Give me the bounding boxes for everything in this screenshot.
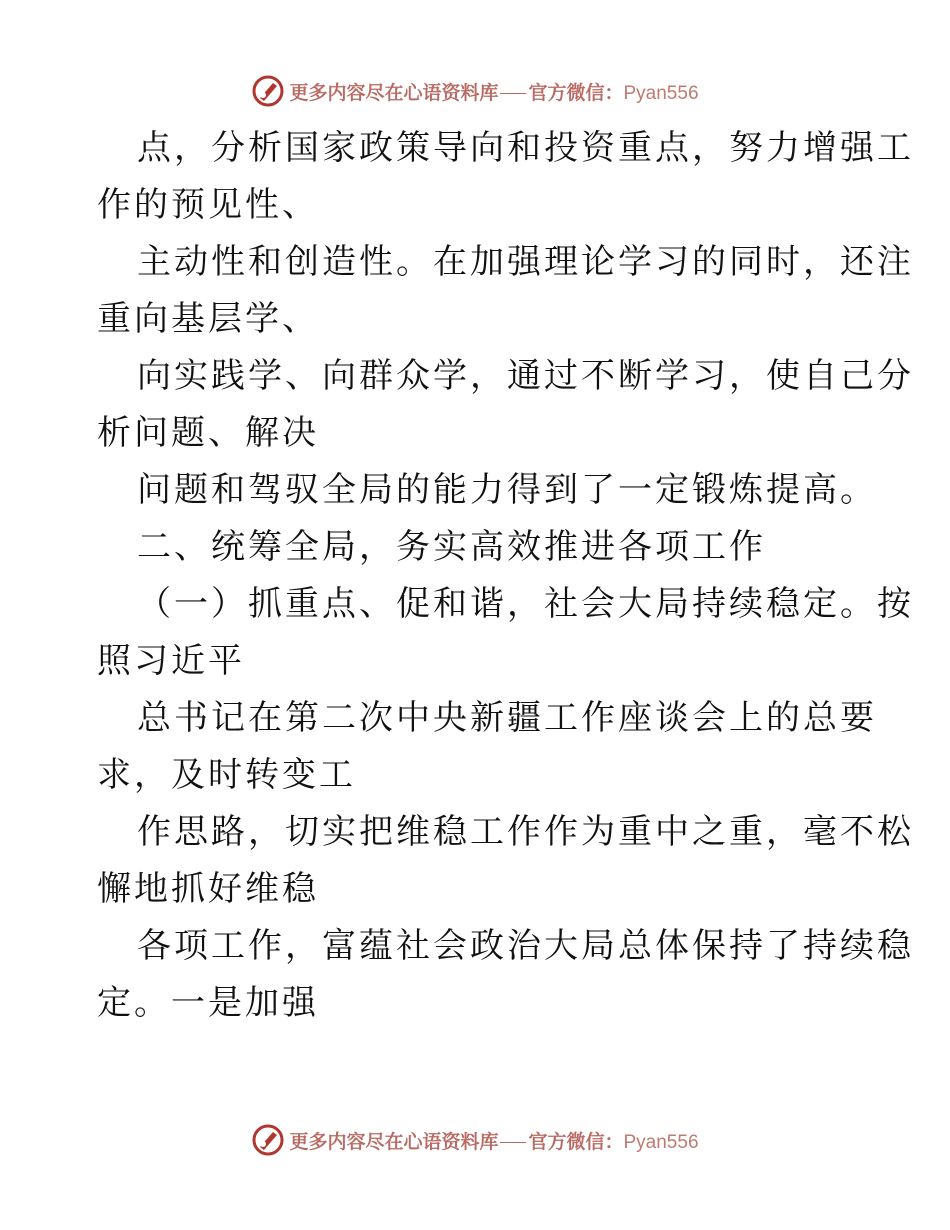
text-line: 二、统筹全局，务实高效推进各项工作 — [137, 527, 766, 567]
text-line: 定。一是加强 — [97, 983, 319, 1023]
watermark-site-text: 更多内容尽在心语资料库 — [289, 1130, 499, 1153]
watermark-dash — [500, 93, 526, 94]
watermark-text — [289, 78, 698, 105]
text-line: 作思路，切实把维稳工作作为重中之重，毫不松 — [137, 812, 914, 852]
watermark-wechat-id: Pyan556 — [623, 82, 699, 104]
document-body — [97, 120, 914, 1032]
text-line: 作的预见性、 — [97, 185, 319, 225]
text-line: 重向基层学、 — [97, 299, 319, 339]
watermark-dash — [500, 1142, 526, 1143]
text-line: 懈地抓好维稳 — [97, 869, 319, 909]
watermark-official-label: 官方微信： — [528, 81, 624, 104]
text-line: 点，分析国家政策导向和投资重点，努力增强工 — [137, 128, 914, 168]
text-line: 向实践学、向群众学，通过不断学习，使自己分 — [137, 356, 914, 396]
text-line: 照习近平 — [97, 641, 245, 681]
text-line: 求，及时转变工 — [97, 755, 356, 795]
text-line: 主动性和创造性。在加强理论学习的同时，还注 — [137, 242, 914, 282]
logo-icon — [251, 74, 285, 108]
watermark-site-text: 更多内容尽在心语资料库 — [289, 81, 499, 104]
text-line: 析问题、解决 — [97, 413, 319, 453]
text-line: 总书记在第二次中央新疆工作座谈会上的总要 — [137, 698, 877, 738]
watermark-official-label: 官方微信： — [528, 1130, 624, 1153]
header-watermark — [0, 71, 950, 111]
logo-icon — [251, 1123, 285, 1157]
text-line: 问题和驾驭全局的能力得到了一定锻炼提高。 — [137, 470, 877, 510]
text-line: 各项工作，富蕴社会政治大局总体保持了持续稳 — [137, 926, 914, 966]
watermark-wechat-id: Pyan556 — [623, 1131, 699, 1153]
watermark-text — [289, 1127, 698, 1154]
text-line: （一）抓重点、促和谐，社会大局持续稳定。按 — [137, 584, 914, 624]
footer-watermark — [0, 1120, 950, 1160]
